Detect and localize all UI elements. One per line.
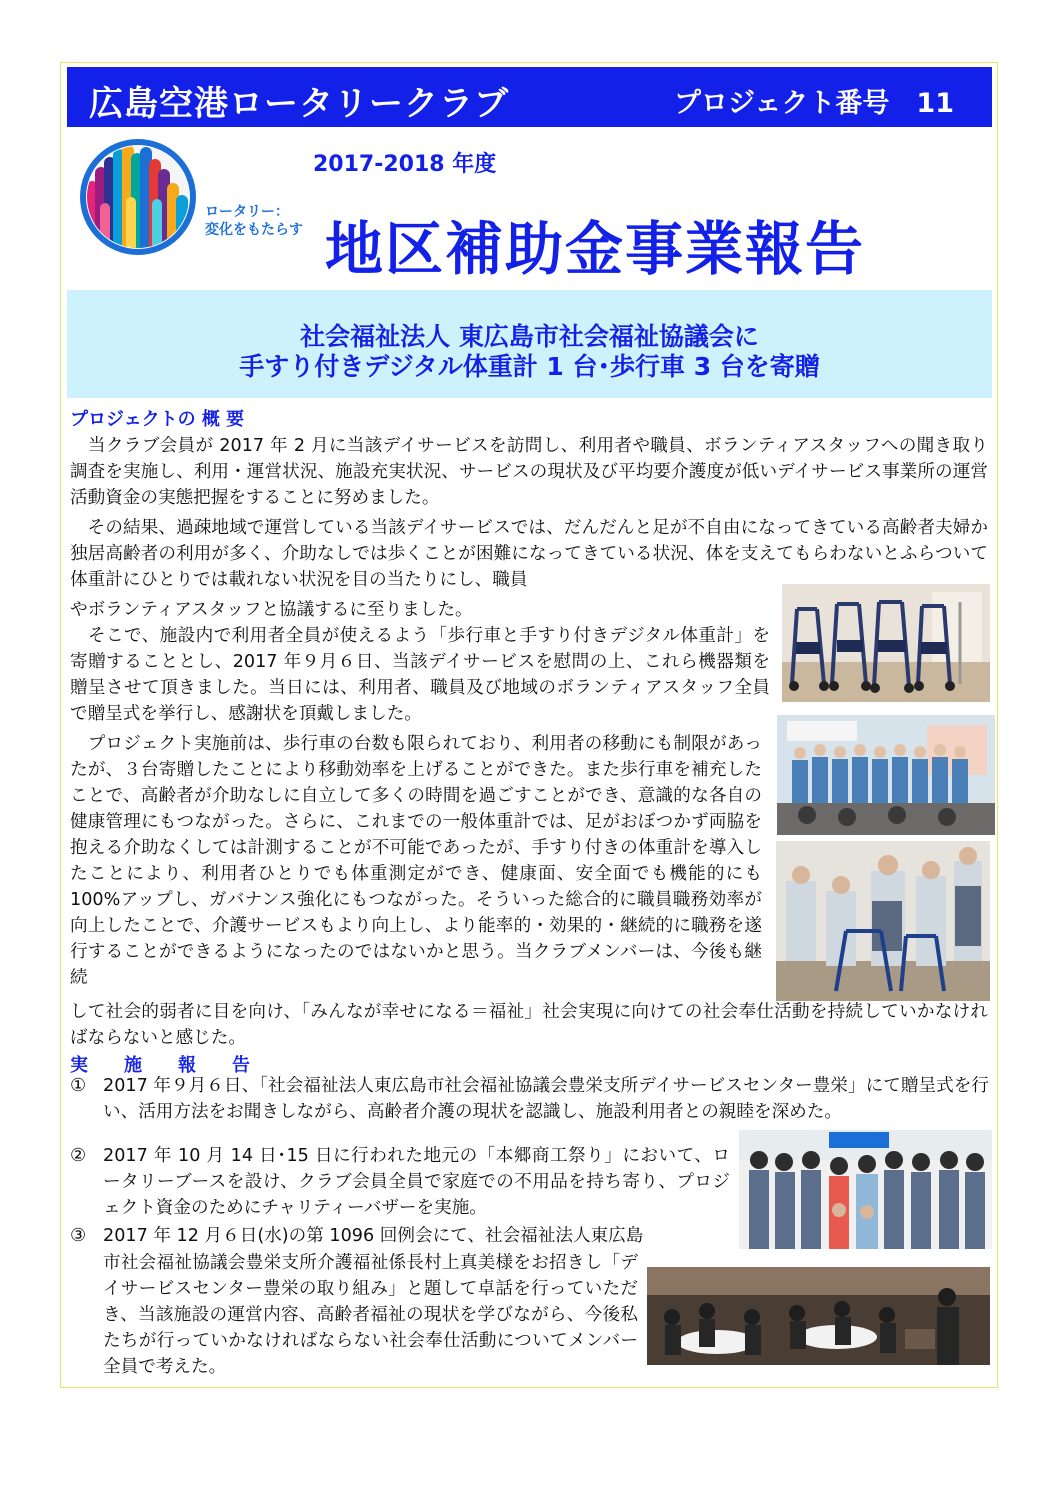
photo-ceremony-group — [777, 715, 995, 835]
photo-meeting-talk — [647, 1267, 990, 1365]
photo-bazaar-group — [739, 1130, 992, 1249]
theme-slogan — [205, 203, 303, 239]
overview-paragraph-2: その結果、過疎地域で運営している当該デイサービスでは、だんだんと足が不自由になってきている高齢者夫婦か独居高齢者の利用が多く、介助なしでは歩くことが困難になってきている状況、体を支えてもらわないとふらついて体重計にひとりでは載れない状況を目の当たりにし、職員 — [70, 518, 988, 590]
overview-paragraph-1: 当クラブ会員が 2017 年 2 月に当該デイサービスを訪問し、利用者や職員、ボランティアスタッフへの聞き取り調査を実施し、利用・運営状況、施設充実状況、サービスの現状及び平均要介護度が低いデイサービス事業所の運営活動資金の実態把握をすることに努めました。 — [70, 436, 988, 508]
header-bar — [67, 67, 992, 127]
report-item-3-text-b: 市社会福祉協議会豊栄支所介護福祉係長村上真美様をお招きし「デイサービスセンター豊栄の取り組み」と題して卓話を行っていただき、当該施設の運営内容、高齢者福祉の現状を学びながら、今後私たちが行っていかなければならない社会奉仕活動についてメンバー全員で考えた。 — [103, 1253, 638, 1377]
project-number: プロジェクト番号 11 — [673, 88, 954, 119]
report-item-3-number: ③ — [70, 1225, 87, 1246]
main-title: 地区補助金事業報告 — [325, 215, 866, 283]
report-item-1-number: ① — [70, 1075, 87, 1096]
slogan-line-2: 変化をもたらす — [205, 222, 303, 238]
banner-line-1: 社会福祉法人 東広島市社会福祉協議会に — [300, 322, 759, 351]
overview-paragraph-3: そこで、施設内で利用者全員が使えるよう「歩行車と手すり付きデジタル体重計」を寄贈することとし、2017 年９月６日、当該デイサービスを慰問の上、これら機器類を贈呈させて頂きました。当日には、利用者、職員及び地域のボランティアスタッフ全員で贈呈式を挙行し、感謝状を頂戴しました。 — [70, 626, 770, 724]
report-item-1-text: 2017 年９月６日、「社会福祉法人東広島市社会福祉協議会豊栄支所デイサービスセンター豊栄」にて贈呈式を行い、活用方法をお聞きしながら、高齢者介護の現状を認識し、施設利用者との親睦を深めた。 — [103, 1076, 989, 1122]
photo-walkers — [782, 584, 990, 702]
club-name: 広島空港ロータリークラブ — [89, 84, 509, 124]
slogan-line-1: ロータリー： — [205, 204, 289, 220]
fiscal-year: 2017-2018 年度 — [313, 152, 497, 177]
banner-line-2: 手すり付きデジタル体重計 1 台･歩行車 3 台を寄贈 — [239, 352, 820, 381]
subject-banner — [67, 290, 992, 398]
rotary-theme-logo — [78, 137, 198, 257]
photo-seniors-walkers — [776, 841, 990, 1001]
overview-paragraph-2-end: やボランティアスタッフと協議するに至りました。 — [70, 600, 473, 620]
overview-paragraph-4-end: して社会的弱者に目を向け、「みんなが幸せになる＝福祉」社会実現に向けての社会奉仕活動を持続していかなければならないと感じた。 — [70, 1002, 988, 1048]
report-heading: 実 施 報 告 — [70, 1055, 250, 1076]
report-item-2-text: 2017 年 10 月 14 日･15 日に行われた地元の「本郷商工祭り」において、ロータリーブースを設け、クラブ会員全員で家庭での不用品を持ち寄り、プロジェクト資金のためにチャリティーバザーを実施。 — [103, 1146, 730, 1218]
report-item-3-text-a: 2017 年 12 月６日(水)の第 1096 回例会にて、社会福祉法人東広島 — [103, 1226, 644, 1246]
overview-heading: プロジェクトの 概 要 — [70, 409, 245, 430]
overview-paragraph-4: プロジェクト実施前は、歩行車の台数も限られており、利用者の移動にも制限があったが、３台寄贈したことにより移動効率を上げることができた。また歩行車を補充したことで、高齢者が介助なしに自立して多くの時間を過ごすことができ、意識的な各自の健康管理にもつながった。さらに、これまでの一般体重計では、足がおぼつかず両脇を抱える介助なくしては計測することが不可能であったが、手すり付きの体重計を導入したことにより、利用者ひとりでも体重測定ができ、健康面、安全面でも機能的にも 100%アップし、ガバナンス強化にもつながった。そういった総合的に職員職務効率が向上したことで、介護サービスもより向上し、より能率的・効果的・継続的に職務を遂行することができるようになったのではないかと思う。当クラブメンバーは、今後も継続 — [70, 734, 762, 988]
report-item-2-number: ② — [70, 1145, 87, 1166]
